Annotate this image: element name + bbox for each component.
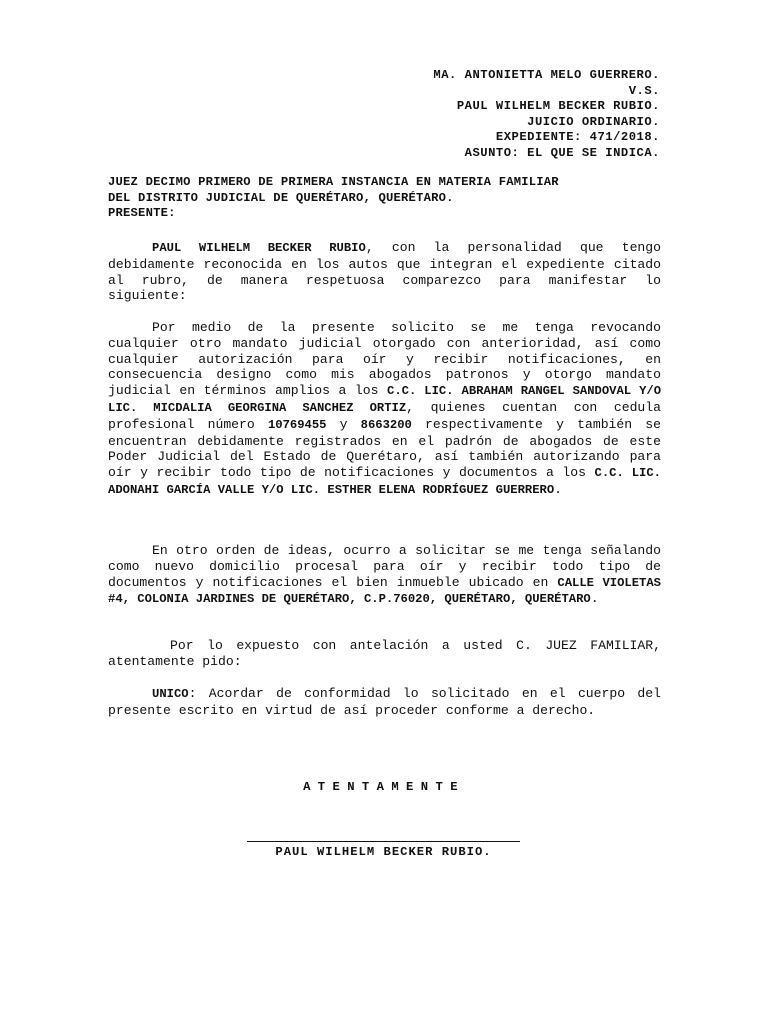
header-versus: V.S. [628,83,660,98]
header-plaintiff: MA. ANTONIETTA MELO GUERRERO. [433,68,660,82]
mandate-text-4: respectivamente y también se encuentran debidamente registrados en el padrón de abogados de este Poder Judicial del Estado de Querétaro, así también autorizando para oír y recibir todo tipo de notificaciones y documentos a los [108,416,662,481]
addressee-presente: PRESENTE: [108,206,176,221]
closing-atentamente: ATENTAMENTE [303,780,465,794]
mandate-text-3: y [326,416,361,432]
mandate-text-5: . [554,481,562,497]
header-subject: ASUNTO: EL QUE SE INDICA. [464,145,660,160]
request-paragraph [108,638,661,670]
address-paragraph [108,543,661,608]
petitioner-name: PAUL WILHELM BECKER RUBIO [152,241,366,255]
designated-lawyers: C.C. LIC. ABRAHAM RANGEL SANDOVAL Y/O LIC. MICDALIA GEORGINA SANCHEZ ORTIZ [108,384,662,415]
cedula-number-1: 10769455 [267,417,327,432]
procedural-address: CALLE VIOLETAS #4, COLONIA JARDINES DE QUERÉTARO, C.P.76020, QUERÉTARO, QUERÉTARO [108,575,661,607]
unico-label: UNICO [152,687,189,701]
header-case-number: EXPEDIENTE: 471/2018. [495,130,660,145]
intro-paragraph [108,240,661,304]
case-header [260,68,660,162]
header-trial-type: JUICIO ORDINARIO. [527,114,660,129]
intro-text: , con la personalidad que tengo debidamente reconocida en los autos que integran el expediente citado al rubro, de manera respetuosa comparezco para manifestar lo siguiente: [108,240,661,304]
signature-line [247,841,520,842]
unico-text: : Acordar de conformidad lo solicitado en el cuerpo del presente escrito en virtud de así proceder conforme a derecho. [108,686,661,718]
addressee-block [108,175,668,222]
addressee-judge: JUEZ DECIMO PRIMERO DE PRIMERA INSTANCIA EN MATERIA FAMILIAR [108,175,559,189]
addressee-district: DEL DISTRITO JUDICIAL DE QUERÉTARO, QUERÉTARO. [108,190,454,205]
address-text-1: En otro orden de ideas, ocurro a solicitar se me tenga señalando como nuevo domicilio procesal para oír y recibir todo tipo de documentos y notificaciones el bien inmueble ubicado en [108,543,661,590]
header-defendant: PAUL WILHELM BECKER RUBIO. [456,99,660,114]
request-text: Por lo expuesto con antelación a usted C. JUEZ FAMILIAR, atentamente pido: [108,638,661,669]
unico-paragraph [108,686,661,719]
mandate-paragraph [108,320,661,499]
signature-name: PAUL WILHELM BECKER RUBIO. [275,845,492,859]
mandate-text-1: Por medio de la presente solicito se me tenga revocando cualquier otro mandato judicial otorgado con anterioridad, así como cualquier autorización para oír y recibir notificaciones, en consecuencia designo como mis abogados patronos y otorgo mandato judicial en términos amplios a los [108,320,661,399]
cedula-number-2: 8663200 [360,417,412,432]
authorized-persons: C.C. LIC. ADONAHI GARCÍA VALLE Y/O LIC. ESTHER ELENA RODRÍGUEZ GUERRERO [108,466,661,497]
mandate-text-2: , quienes cuentan con cedula profesional número [108,399,661,432]
address-text-2: . [590,591,599,607]
